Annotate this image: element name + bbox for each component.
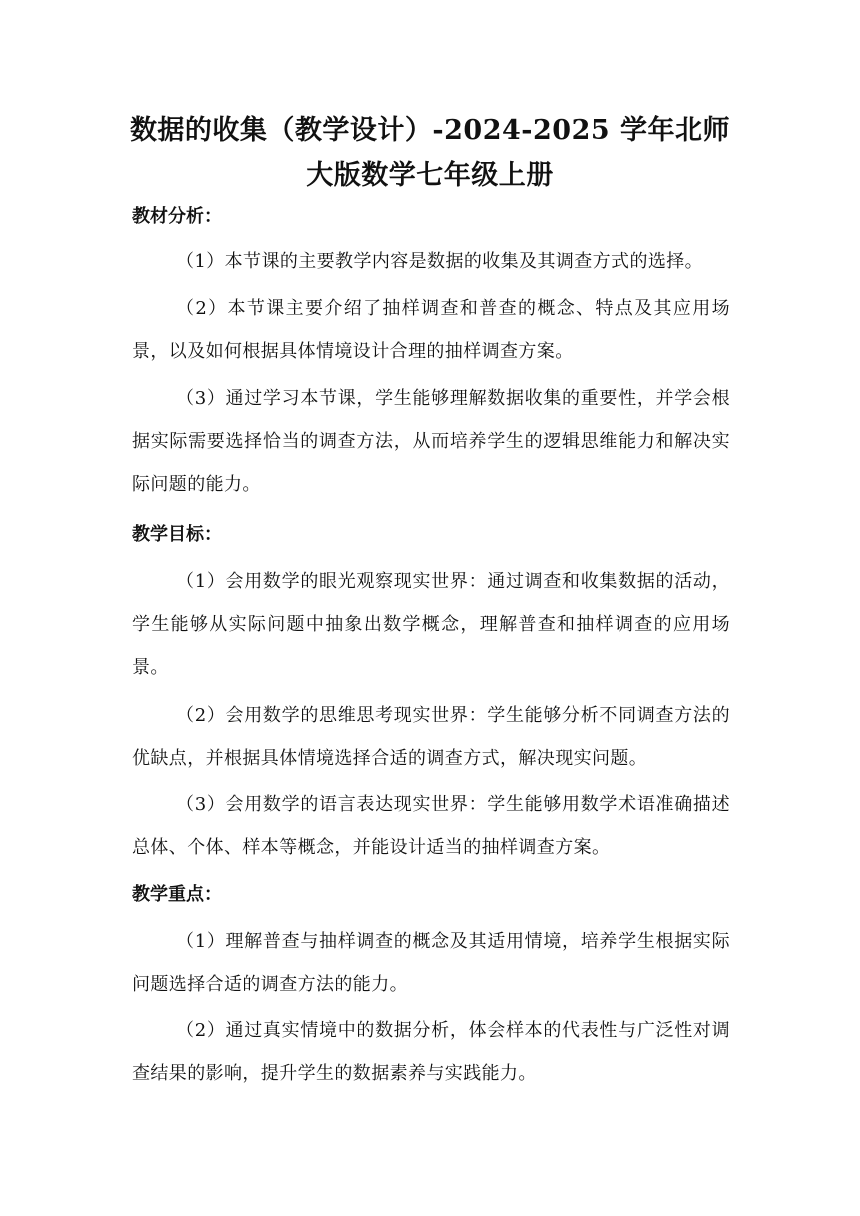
document-title: 数据的收集（教学设计）-2024-2025 学年北师大版数学七年级上册 <box>129 115 731 191</box>
section-heading-teaching-focus: 教学重点： <box>132 884 222 905</box>
paragraph: （2）通过真实情境中的数据分析，体会样本的代表性与广泛性对调查结果的影响，提升学生的数据素养与实践能力。 <box>132 1020 730 1084</box>
paragraph: （2）本节课主要介绍了抽样调查和普查的概念、特点及其应用场景，以及如何根据具体情境设计合理的抽样调查方案。 <box>132 298 730 362</box>
paragraph: （1）会用数学的眼光观察现实世界：通过调查和收集数据的活动，学生能够从实际问题中抽象出数学概念，理解普查和抽样调查的应用场景。 <box>132 571 730 678</box>
paragraph: （2）会用数学的思维思考现实世界：学生能够分析不同调查方法的优缺点，并根据具体情境选择合适的调查方式，解决现实问题。 <box>132 705 730 769</box>
section-heading-teaching-goals: 教学目标： <box>132 524 222 545</box>
section-heading-material-analysis: 教材分析： <box>132 206 222 227</box>
paragraph: （3）会用数学的语言表达现实世界：学生能够用数学术语准确描述总体、个体、样本等概念，并能设计适当的抽样调查方案。 <box>132 794 730 858</box>
paragraph: （1）本节课的主要教学内容是数据的收集及其调查方式的选择。 <box>176 251 704 272</box>
paragraph: （3）通过学习本节课，学生能够理解数据收集的重要性，并学会根据实际需要选择恰当的调查方法，从而培养学生的逻辑思维能力和解决实际问题的能力。 <box>132 388 730 495</box>
paragraph: （1）理解普查与抽样调查的概念及其适用情境，培养学生根据实际问题选择合适的调查方法的能力。 <box>132 931 730 995</box>
